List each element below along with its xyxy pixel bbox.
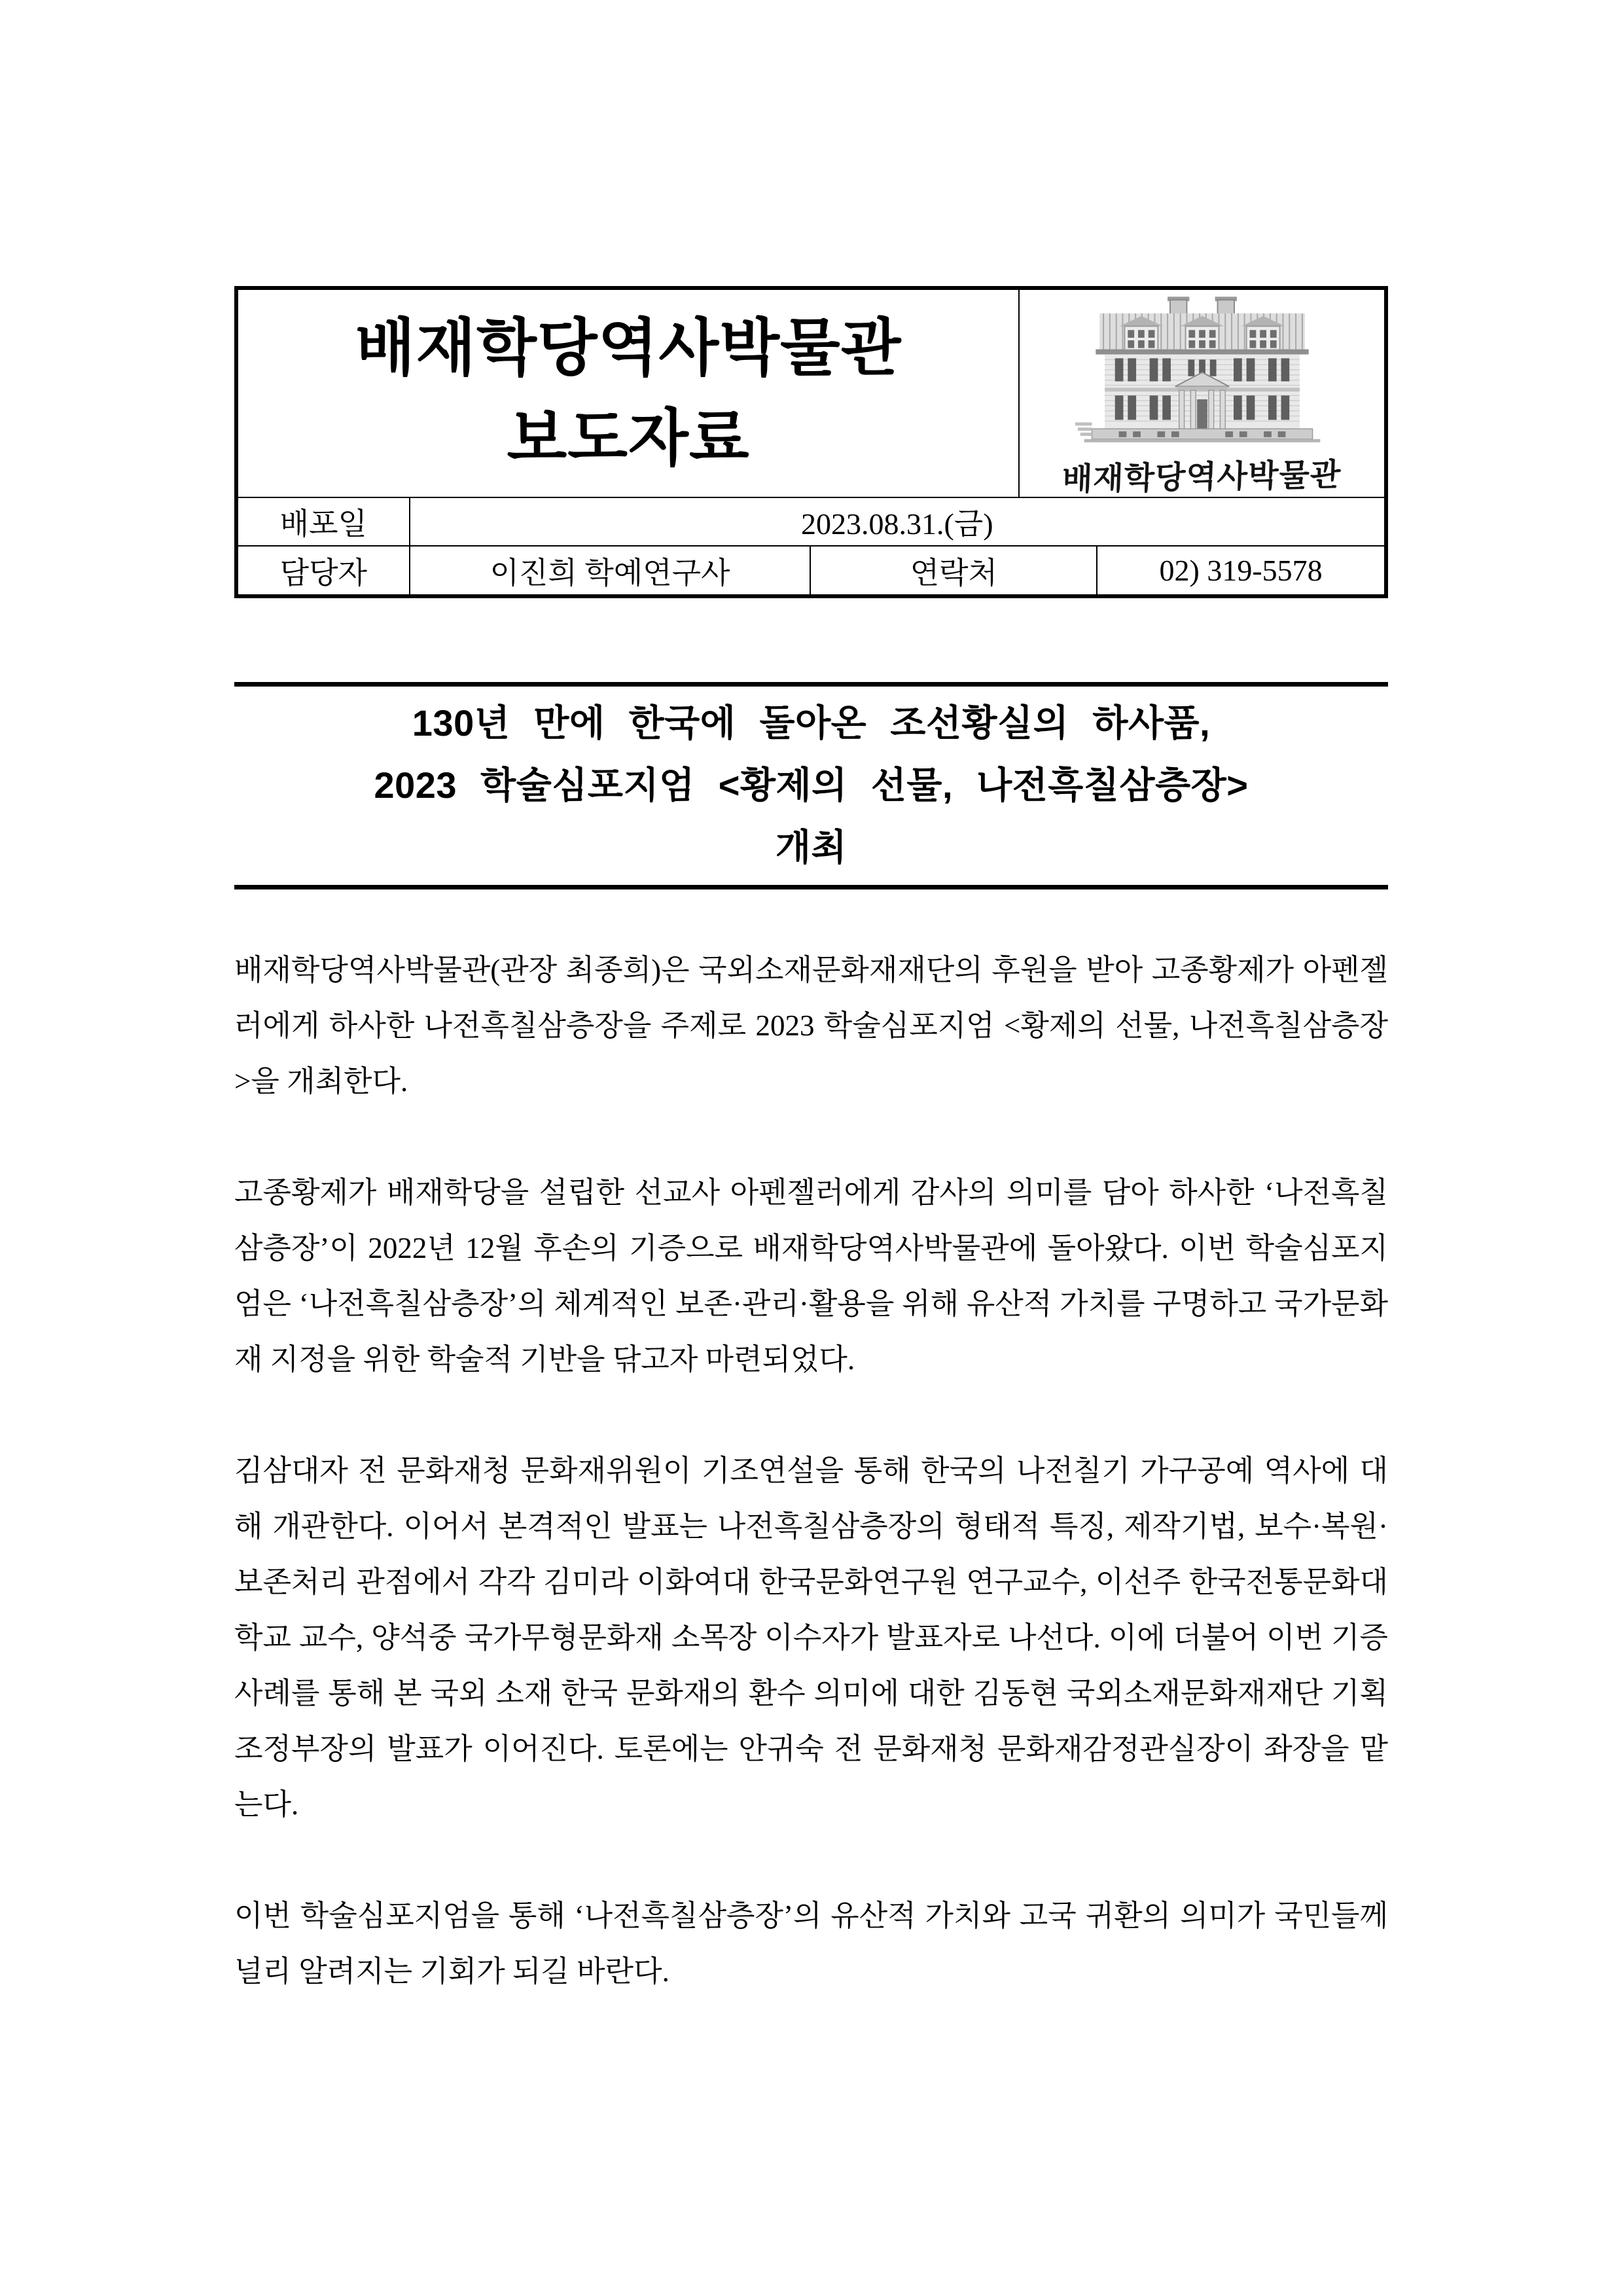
headline-block [234, 682, 1388, 889]
phone-value: 02) 319-5578 [1159, 554, 1323, 587]
masthead-logo-cell [1020, 290, 1384, 497]
release-date-row [238, 498, 1384, 547]
masthead-title-cell [238, 290, 1020, 497]
phone-label: 연락처 [811, 547, 1097, 594]
building-icon [1074, 295, 1330, 450]
paragraph-4: 이번 학술심포지엄을 통해 ‘나전흑칠삼층장’의 유산적 가치와 고국 귀환의 의미가 국민들께 널리 알려지는 기회가 되길 바란다. [234, 1899, 1388, 1988]
paragraph-1: 배재학당역사박물관(관장 최종희)은 국외소재문화재재단의 후원을 받아 고종황제가 아펜젤러에게 하사한 나전흑칠삼층장을 주제로 2023 학술심포지엄 <황제의 선물, 나전흑칠삼층장>을 개최한다. [234, 954, 1388, 1098]
logo-calligraphy-text: 배재학당역사박물관 [1061, 457, 1342, 497]
headline-line-1: 130년 만에 한국에 돌아온 조선황실의 하사품, [412, 702, 1211, 744]
headline-line-2: 2023 학술심포지엄 <황제의 선물, 나전흑칠삼층장> [374, 764, 1249, 806]
contact-row [238, 547, 1384, 594]
paragraph-2: 고종황제가 배재학당을 설립한 선교사 아펜젤러에게 감사의 의미를 담아 하사한 ‘나전흑칠삼층장’이 2022년 12월 후손의 기증으로 배재학당역사박물관에 돌아왔다. 이번 학술심포지엄은 ‘나전흑칠삼층장’의 체계적인 보존·관리·활용을 위해 유산적 가치를 구명하고 국가문화재 지정을 위한 학술적 기반을 닦고자 마련되었다. [234, 1176, 1388, 1376]
release-date-label: 배포일 [238, 498, 410, 545]
paragraph-3: 김삼대자 전 문화재청 문화재위원이 기조연설을 통해 한국의 나전칠기 가구공예 역사에 대해 개관한다. 이어서 본격적인 발표는 나전흑칠삼층장의 형태적 특징, 제작기법, 보수·복원·보존처리 관점에서 각각 김미라 이화여대 한국문화연구원 연구교수, 이선주 한국전통문화대학교 교수, 양석중 국가무형문화재 소목장 이수자가 발표자로 나선다. 이에 더불어 이번 기증 사례를 통해 본 국외 소재 한국 문화재의 환수 의미에 대한 김동현 국외소재문화재재단 기획조정부장의 발표가 이어진다. 토론에는 안귀숙 전 문화재청 문화재감정관실장이 좌장을 맡는다. [234, 1454, 1388, 1821]
body-text [234, 942, 1388, 2000]
masthead-table [234, 286, 1388, 598]
masthead-header-row [238, 290, 1384, 498]
headline-line-3: 개최 [775, 827, 847, 868]
release-date-value: 2023.08.31.(금) [801, 507, 993, 541]
document-type-label: 보도자료 [507, 404, 750, 473]
contact-person-value: 이진희 학예연구사 [410, 547, 812, 594]
organization-name: 배재학당역사박물관 [355, 314, 902, 383]
contact-person-label: 담당자 [238, 547, 410, 594]
